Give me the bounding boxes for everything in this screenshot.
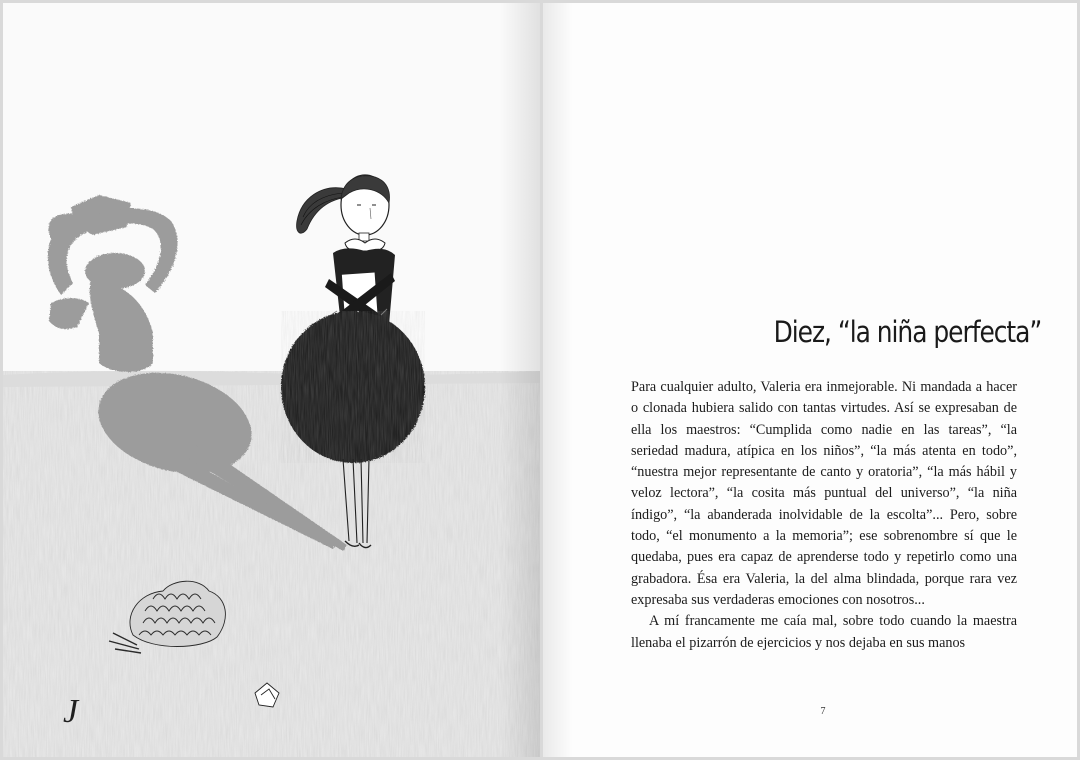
gutter-shadow-right — [543, 3, 573, 757]
signature-text: J — [63, 693, 79, 730]
right-page-text — [543, 3, 1077, 757]
paragraph: Para cualquier adulto, Valeria era inmejorable. Ni mandada a hacer o clonada hubiera salido con tantas virtudes. Así se expresaban de ella los maestros: “Cumplida como nadie en las tareas”, “la seriedad madura, atípica en los niños”, “la más atenta en todo”, “nuestra mejor representante de canto y oratoria”, “la más hábil y veloz lectora”, “la cosita más puntual del universo”, “la niña índigo”, “la abanderada inolvidable de la escolta”... Pero, sobre todo, “el monumento a la memoria”; ese sobrenombre sí que le quedaba, pues era capaz de aprenderse todo y repetirlo como una grabadora. Ésa era Valeria, la del alma blindada, porque rara vez expresaba sus verdaderas emociones con nosotros... — [631, 379, 1017, 608]
girl-and-shadow-illustration — [3, 3, 540, 757]
chapter-body — [631, 377, 1017, 654]
illustrator-signature — [63, 693, 78, 731]
page-number: 7 — [820, 706, 826, 717]
paragraph: A mí francamente me caía mal, sobre todo cuando la maestra llenaba el pizarrón de ejercicios y nos dejaba en sus manos — [631, 613, 1017, 651]
gutter-shadow-left — [500, 3, 540, 757]
chapter-title: Diez, “la niña perfecta” — [773, 315, 1042, 349]
left-page-illustration — [3, 3, 540, 757]
